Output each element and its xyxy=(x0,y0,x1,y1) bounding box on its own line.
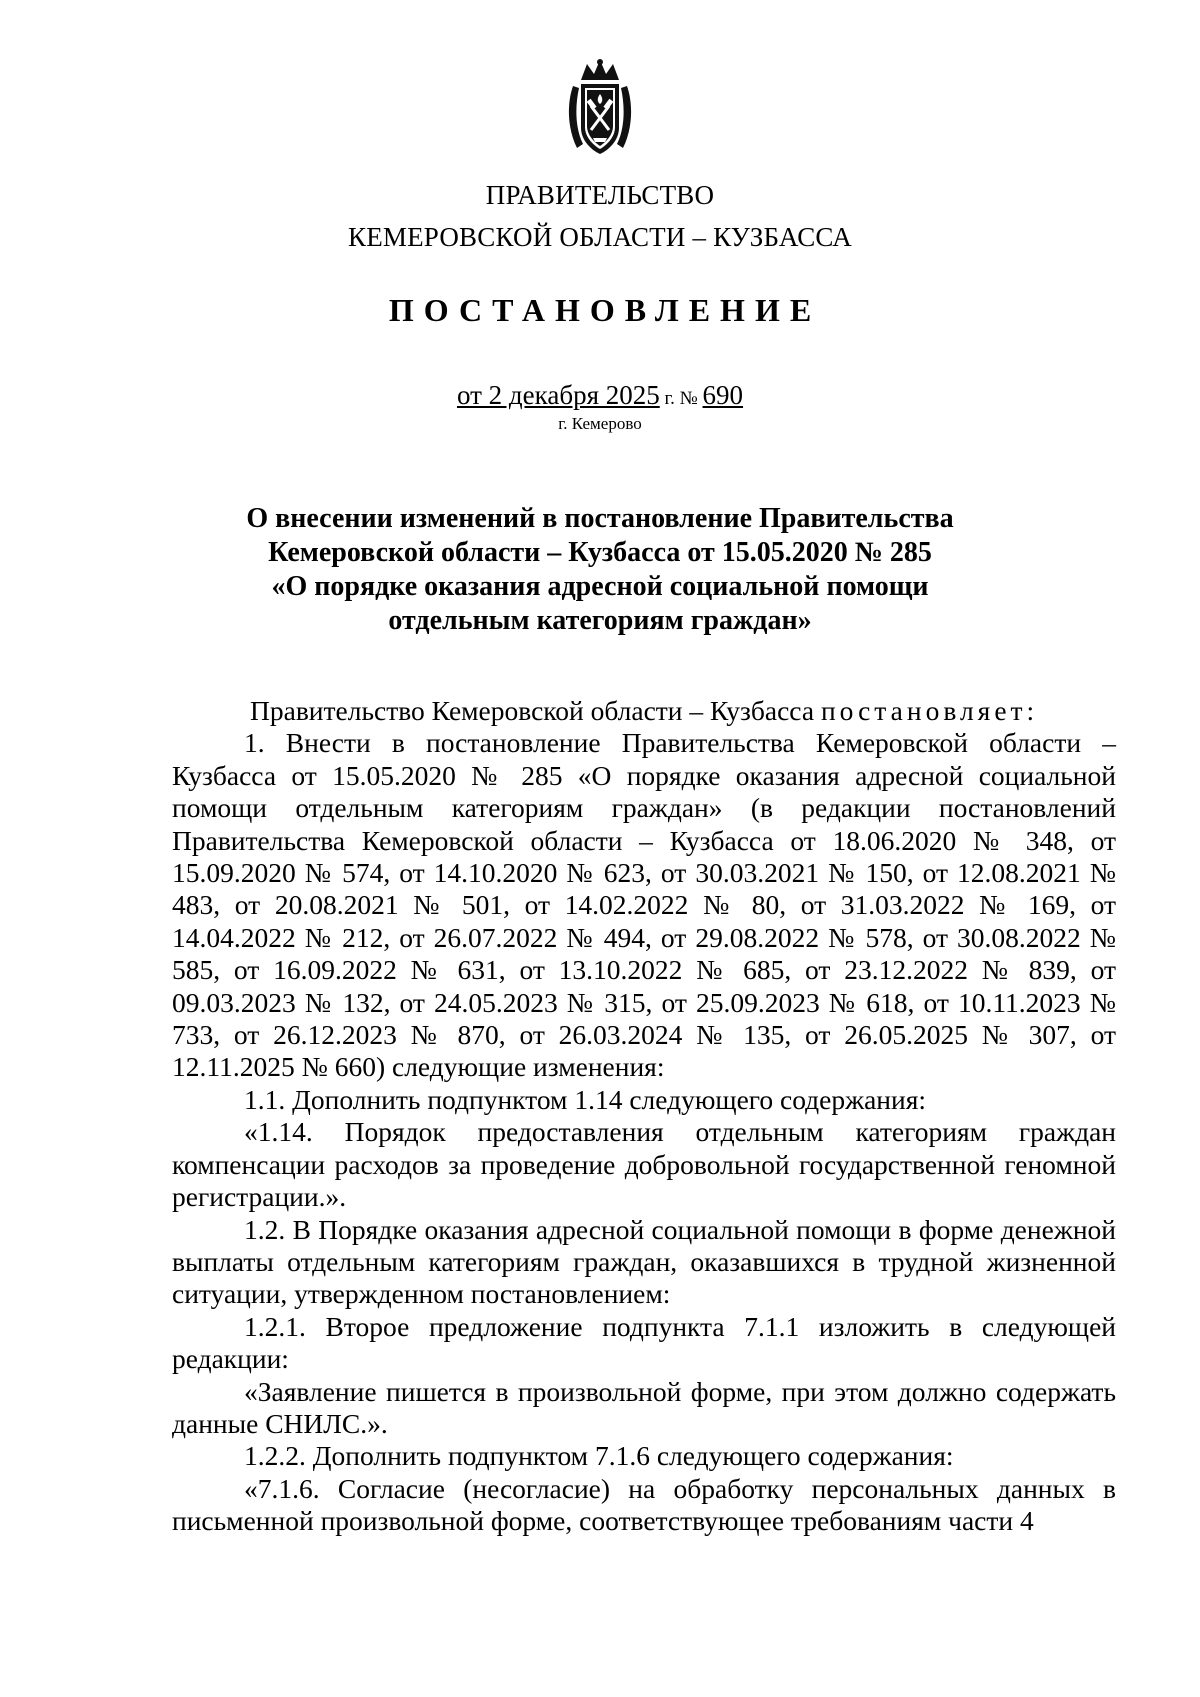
body-paragraph: 1.2.1. Второе предложение подпункта 7.1.1 изложить в следующей редакции: xyxy=(172,1310,1116,1375)
decree-date-number xyxy=(0,380,1200,411)
intro-paragraph xyxy=(172,695,1116,727)
body-paragraph: «1.14. Порядок предоставления отдельным категориям граждан компенсации расходов за проведение добровольной государственной геномной регистрации.». xyxy=(172,1116,1116,1213)
body-paragraph: 1.2.2. Дополнить подпунктом 7.1.6 следующего содержания: xyxy=(244,1440,954,1472)
body-paragraph: 1.1. Дополнить подпунктом 1.14 следующего содержания: xyxy=(244,1083,927,1115)
document-body xyxy=(172,695,1116,1538)
body-paragraph: 1.2. В Порядке оказания адресной социальной помощи в форме денежной выплаты отдельным категориям граждан, оказавшихся в трудной жизненной ситуации, утвержденном постановлением: xyxy=(172,1213,1116,1310)
subject-line: О внесении изменений в постановление Правительства xyxy=(246,503,954,534)
subject-line: Кемеровской области – Кузбасса от 15.05.2020 № 285 xyxy=(268,537,932,568)
decree-date: от 2 декабря 2025 xyxy=(456,380,660,410)
year-suffix: г. xyxy=(659,388,675,409)
intro-verb: постановляет xyxy=(820,695,1027,726)
body-paragraph: «7.1.6. Согласие (несогласие) на обработку персональных данных в письменной произвольной форме, соответствующее требованиям части 4 xyxy=(172,1472,1116,1537)
document-type-title: ПОСТАНОВЛЕНИЕ xyxy=(388,292,822,328)
body-paragraph: «Заявление пишется в произвольной форме, при этом должно содержать данные СНИЛС.». xyxy=(172,1375,1116,1439)
kuzbass-coat-of-arms-icon xyxy=(559,58,641,158)
city-name: г. Кемерово xyxy=(558,414,642,433)
body-paragraph: 1. Внести в постановление Правительства Кемеровской области – Кузбасса от 15.05.2020 № 285 «О порядке оказания адресной социальной помощи отдельным категориям граждан» (в редакции постановлений Правительства Кемеровской области – Кузбасса от 18.06.2020 № 348, от 15.09.2020 № 574, от 14.10.2020 № 623, от 30.03.2021 № 150, от 12.08.2021 № 483, от 20.08.2021 № 501, от 14.02.2022 № 80, от 31.03.2022 № 169, от 14.04.2022 № 212, от 26.07.2022 № 494, от 29.08.2022 № 578, от 30.08.2022 № 585, от 16.09.2022 № 631, от 13.10.2022 № 685, от 23.12.2022 № 839, от 09.03.2023 № 132, от 24.05.2023 № 315, от 25.09.2023 № 618, от 10.11.2023 № 733, от 26.12.2023 № 870, от 26.03.2024 № 135, от 26.05.2025 № 307, от 12.11.2025 № 660) следующие изменения: xyxy=(172,727,1116,1083)
number-sign: № xyxy=(674,388,703,409)
decree-number: 690 xyxy=(702,380,744,410)
org-name-line-2: КЕМЕРОВСКОЙ ОБЛАСТИ – КУЗБАССА xyxy=(348,222,852,252)
subject-line: отдельным категориям граждан» xyxy=(388,605,812,636)
decree-subject xyxy=(0,502,1200,638)
intro-end: : xyxy=(1026,695,1035,726)
subject-line: «О порядке оказания адресной социальной помощи xyxy=(271,571,929,602)
org-name-line-1: ПРАВИТЕЛЬСТВО xyxy=(485,180,715,210)
intro-text: Правительство Кемеровской области – Кузбасса xyxy=(250,695,821,726)
